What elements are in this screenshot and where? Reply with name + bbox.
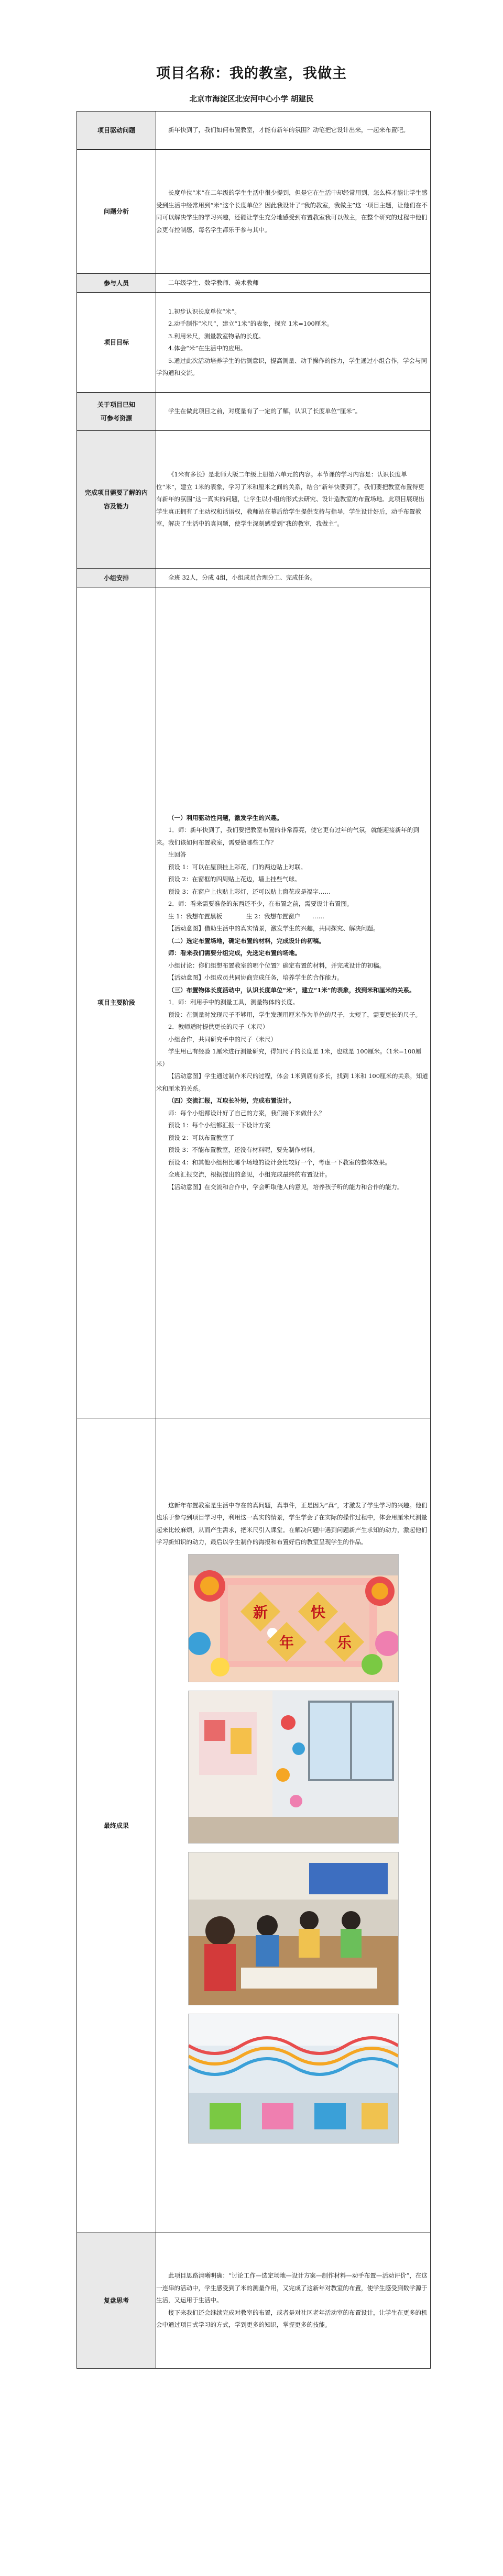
- result-text: 这新年布置教室是生活中存在的真问题，真事件，正是因为“真”，才激发了学生学习的兴趣。他们也乐于参与到项目学习中，利用这一真实的情景，学生学会了在实际的操作过程中，体会用厘米尺测量起来比较麻烦，从而产生需求，把米尺引入课堂。在解决问题中遇到问题新产生求知的动力，激起他们学习新知识的动力，最后以学生制作的海报和布置好后的教室呈现学生的作品。: [156, 1501, 428, 1546]
- board-char-4: 乐: [336, 1634, 352, 1651]
- review-paragraph: 接下来我们还会继续完成对教室的布置，或者是对社区老年活动室的布置设计，让学生在更多的机会中通过项目式学习的方式，学到更多的知识，掌握更多的技能。: [156, 2308, 428, 2329]
- row-problem-analysis: [77, 150, 431, 274]
- phase-paragraph: 预设 1：可以在屋顶挂上彩花，门的两边贴上对联。: [168, 863, 307, 871]
- content-main-phases: [156, 587, 431, 1418]
- photo-ceiling: [188, 2014, 399, 2144]
- project-table: [76, 111, 431, 2369]
- prior-label-line1: 关于项目已知: [97, 401, 135, 408]
- goal-item: 5.通过此次活动培养学生的估测意识，提高测量、动手操作的能力，学生通过小组合作，学会与同学沟通和交流。: [156, 357, 427, 376]
- row-participants: [77, 274, 431, 293]
- label-driving-question: 项目驱动问题: [77, 112, 156, 150]
- photo-students: [188, 1852, 399, 2005]
- review-paragraph: 此项目思路清晰明确：“讨论工作—选定场地—设计方案—制作材料—动手布置—活动评价”，在这一连串的活动中，学生感受到了米的测量作用，又完成了这新年对教室的布置，使学生感受到数学源于生活，又运用于生活中。: [156, 2272, 428, 2304]
- row-project-goals: [77, 293, 431, 393]
- content-final-result: [156, 1418, 431, 2233]
- label-group-arrangement: 小组安排: [77, 569, 156, 587]
- phase-paragraph: 全班汇报交流，根据提出的意见，小组完成最终的布置设计。: [168, 1171, 331, 1179]
- phase-paragraph: 【活动意图】在交流和合作中，学会听取他人的意见，培养孩子听的能力和合作的能力。: [168, 1183, 403, 1191]
- label-review: 复盘思考: [77, 2233, 156, 2369]
- label-participants: 参与人员: [77, 274, 156, 293]
- row-group-arrangement: [77, 569, 431, 587]
- document-title: 项目名称：我的教室，我做主: [156, 65, 347, 82]
- board-char-1: 新: [253, 1603, 268, 1621]
- content-project-goals: [156, 293, 431, 393]
- row-review: [77, 2233, 431, 2369]
- goal-item: 2.动手制作“米尺”，建立“1米”的表象，探究 1米=100厘米。: [168, 320, 333, 327]
- phase-heading-3: （三）布置物体长度活动中，认识长度单位“米”，建立“1米”的表象，找到米和厘米的关系。: [168, 986, 415, 994]
- phase-heading-2b: 师：看来我们需要分组完成，先选定布置的场地。: [168, 949, 301, 957]
- driving-question-text: 新年快到了，我们如何布置教室，才能有新年的氛围？动笔把它设计出来，一起来布置吧。: [168, 126, 409, 134]
- analysis-text: 长度单位“米”在二年级的学生生活中很少提到，但是它在生活中却经常用到，怎么样才能让学生感受到生活中经常用到“米”这个长度单位？因此我设计了“我的教室，我做主”这一项目主题，让他们在不同可以解决学生的学习兴趣，还能让学生充分地感受到布置教室我可以做主，在整个研究的过程中他们会更有控制感，每名学生都乐于参与其中。: [156, 189, 428, 234]
- phase-paragraph: 预设 2：在窗框的四周贴上花边，墙上挂些气球。: [168, 875, 301, 883]
- content-problem-analysis: [156, 150, 431, 274]
- phase-heading-4: （四）交流汇报，互取长补短，完成布置设计。: [168, 1097, 295, 1105]
- prior-text: 学生在做此项目之前，对度量有了一定的了解，认识了长度单位“厘米”。: [168, 407, 362, 415]
- phase-paragraph: 预设 2：可以布置教室了: [168, 1134, 234, 1141]
- phase-paragraph: 2．教师适时提供更长的尺子（米尺）: [168, 1023, 269, 1031]
- phase-paragraph: 预设 1：每个小组都汇报一下设计方案: [168, 1122, 270, 1129]
- row-knowledge-needed: [77, 431, 431, 569]
- phase-paragraph: 【活动意图】学生通过制作米尺的过程，体会 1米到底有多长，找到 1米和 100厘米的关系，知道米和厘米的关系。: [156, 1072, 429, 1092]
- goal-item: 1.初步认识长度单位“米”。: [168, 307, 240, 315]
- row-prior-knowledge: [77, 393, 431, 431]
- board-char-3: 年: [279, 1634, 294, 1651]
- content-driving-question: [156, 112, 431, 150]
- phase-paragraph: 小组讨论：你们组想布置教室的哪个位置？确定布置的材料，并完成设计的初稿。: [168, 961, 385, 969]
- phase-paragraph: 2．师：看来需要准备的东西还不少，在布置之前，需要设计布置图。: [168, 900, 353, 908]
- board-char-2: 快: [310, 1603, 325, 1621]
- phase-paragraph: 学生用已有经验 1厘米进行测量研究，得知尺子的长度是 1米，也就是 100厘米。（1米=100厘米）: [156, 1048, 422, 1068]
- phase-paragraph: 1．师：利用手中的测量工具，测量物体的长度。: [168, 998, 299, 1006]
- knowledge-label-line2: 容及能力: [103, 503, 129, 510]
- phase-paragraph: 生 1：我想布置黑板 生 2：我想布置窗户 ……: [168, 912, 324, 920]
- content-participants: [156, 274, 431, 293]
- group-text: 全班 32人，分成 4组，小组成员合理分工、完成任务。: [168, 573, 316, 581]
- row-final-result: [77, 1418, 431, 2233]
- knowledge-text: 《1米有多长》是北师大版二年级上册第六单元的内容。本节课的学习内容是：认识长度单位“米”，建立 1米的表象，学习了米和厘米之间的关系，结合“新年快要到了，我们要把教室布置得更有新年的氛围”这一真实的问题，让学生以小组的形式去研究、设计造教室的布置场地。此项目展现出学生真正拥有了主动权和话语权，教师站在幕后给学生提供支持与指导，学生设计好后，动手布置教室，解决了生活中的真问题，使学生深刻感受到“我的教室，我做主”。: [156, 471, 424, 528]
- knowledge-label-line1: 完成项目需要了解的内: [84, 489, 148, 496]
- phase-paragraph: 预设：在测量时发现尺子不够用，学生发现用厘米作为单位的尺子，太短了，需要更长的尺子。: [168, 1011, 421, 1018]
- photo-new-year-board: [188, 1554, 399, 1682]
- phase-heading-2: （二）选定布置场地，确定布置的材料，完成设计的初稿。: [168, 937, 325, 945]
- content-prior-knowledge: [156, 393, 431, 431]
- goal-item: 3.利用米尺，测量教室物品的长度。: [168, 332, 265, 340]
- label-problem-analysis: 问题分析: [77, 150, 156, 274]
- phase-paragraph: 预设 3：不能布置教室，还没有材料呢，要先制作材料。: [168, 1146, 319, 1154]
- label-final-result: 最终成果: [77, 1418, 156, 2233]
- photo-wall-window: [188, 1691, 399, 1844]
- phase-paragraph: 生回答: [168, 851, 187, 859]
- prior-label-line2: 可参考资源: [100, 415, 132, 422]
- phase-paragraph: 小组合作，共同研究手中的尺子（米尺）: [168, 1035, 277, 1043]
- label-project-goals: 项目目标: [77, 293, 156, 393]
- participants-text: 二年级学生、数学教师、美术教师: [168, 279, 259, 286]
- author-line: 北京市海淀区北安河中心小学 胡建民: [189, 95, 314, 104]
- phase-paragraph: 预设 3：在窗户上也贴上彩灯，还可以贴上窗花或是福字……: [168, 887, 331, 895]
- content-review: [156, 2233, 431, 2369]
- phase-heading-1: （一）利用驱动性问题，激发学生的兴趣。: [168, 814, 283, 821]
- phase-paragraph: 师：每个小组都设计好了自己的方案，我们接下来做什么？: [168, 1109, 325, 1117]
- content-knowledge-needed: [156, 431, 431, 569]
- result-photos: [156, 1554, 430, 2144]
- phase-paragraph: 【活动意图】借助生活中的真实情景，激发学生的兴趣，共同探究、解决问题。: [168, 925, 379, 932]
- new-year-board-image: [189, 1555, 398, 1682]
- content-group-arrangement: [156, 569, 431, 587]
- goal-item: 4.体会“米”在生活中的应用。: [168, 345, 247, 352]
- row-driving-question: [77, 112, 431, 150]
- label-knowledge-needed: [77, 431, 156, 569]
- phase-paragraph: 【活动意图】小组成员共同协商完成任务，培养学生的合作能力。: [168, 974, 343, 982]
- phase-paragraph: 1．师：新年快到了，我们要把教室布置的非常漂亮，使它更有过年的气氛，就能迎接新年的到来。我们该如何布置教室，需要做哪些工作？: [156, 826, 419, 846]
- phase-paragraph: 预设 4：和其他小组相比哪个场地的设计会比较好一个，考虑一下教室的整体效果。: [168, 1158, 391, 1166]
- label-main-phases: 项目主要阶段: [77, 587, 156, 1418]
- label-prior-knowledge: [77, 393, 156, 431]
- row-main-phases: [77, 587, 431, 1418]
